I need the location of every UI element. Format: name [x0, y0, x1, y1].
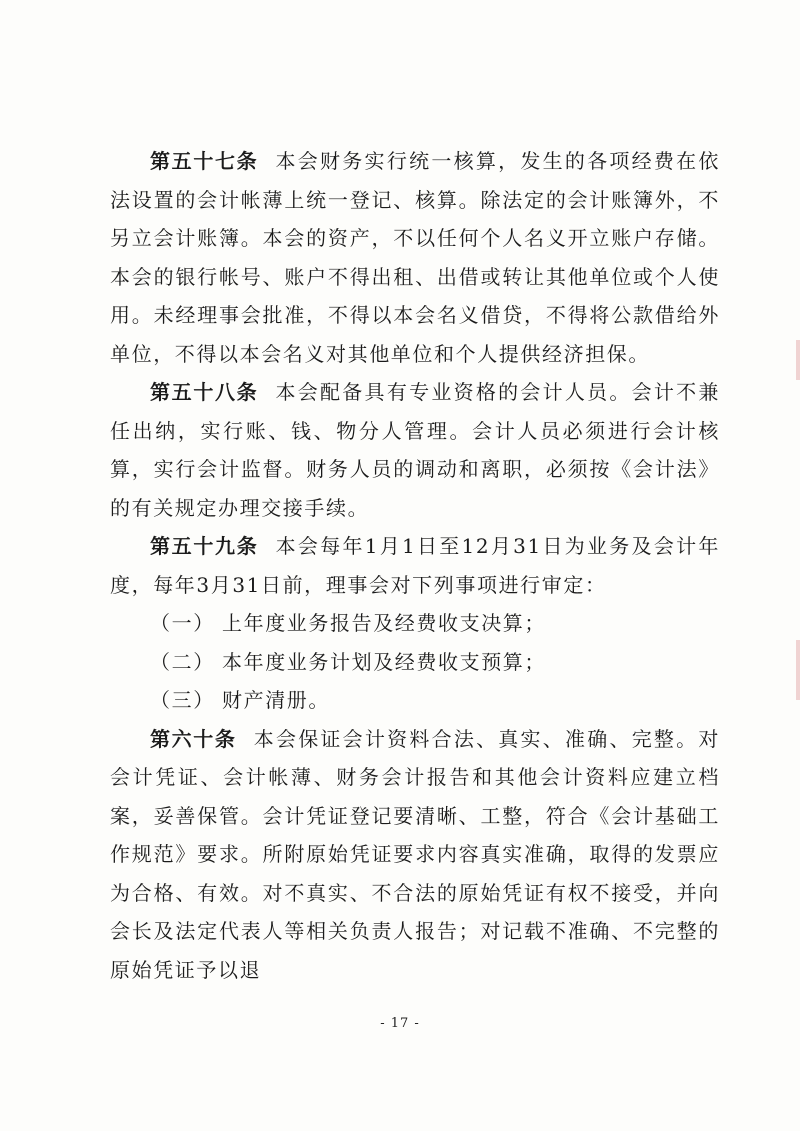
- article-57: [110, 142, 720, 373]
- article-60: [110, 720, 720, 990]
- article-57-text: 本会财务实行统一核算，发生的各项经费在依法设置的会计帐薄上统一登记、核算。除法定的会计账簿外，不另立会计账簿。本会的资产，不以任何个人名义开立账户存储。本会的银行帐号、账户不得出租、出借或转让其他单位或个人使用。未经理事会批准，不得以本会名义借贷，不得将公款借给外单位，不得以本会名义对其他单位和个人提供经济担保。: [110, 149, 721, 366]
- item-text: 本年度业务计划及经费收支预算；: [222, 649, 546, 674]
- item-number: （一）: [150, 611, 215, 635]
- article-59: [110, 527, 720, 604]
- article-58: [110, 373, 720, 527]
- article-59-item-2: [110, 643, 720, 682]
- item-number: （三）: [150, 688, 215, 712]
- article-59-text: 本会每年1月1日至12月31日为业务及会计年度，每年3月31日前，理事会对下列事项进行审定：: [110, 534, 720, 597]
- body-text: [110, 142, 720, 989]
- article-60-heading: 第六十条: [150, 726, 237, 751]
- item-text: 上年度业务报告及经费收支决算；: [222, 611, 546, 635]
- article-59-heading: 第五十九条: [150, 534, 259, 558]
- scan-edge-mark: [796, 340, 800, 380]
- article-60-text: 本会保证会计资料合法、真实、准确、完整。对会计凭证、会计帐薄、财务会计报告和其他会计资料应建立档案，妥善保管。会计凭证登记要清晰、工整，符合《会计基础工作规范》要求。所附原始凭证要求内容真实准确，取得的发票应为合格、有效。对不真实、不合法的原始凭证有权不接受，并向会长及法定代表人等相关负责人报告；对记载不准确、不完整的原始凭证予以退: [110, 726, 721, 982]
- item-number: （二）: [150, 649, 215, 674]
- article-57-heading: 第五十七条: [150, 149, 259, 173]
- page-number: - 17 -: [380, 1016, 420, 1031]
- item-text: 财产清册。: [222, 688, 330, 712]
- article-59-item-3: [110, 681, 720, 720]
- scan-edge-mark: [796, 640, 800, 700]
- article-58-text: 本会配备具有专业资格的会计人员。会计不兼任出纳，实行账、钱、物分人管理。会计人员必须进行会计核算，实行会计监督。财务人员的调动和离职，必须按《会计法》的有关规定办理交接手续。: [110, 380, 721, 520]
- article-58-heading: 第五十八条: [150, 380, 259, 404]
- article-59-item-1: [110, 604, 720, 643]
